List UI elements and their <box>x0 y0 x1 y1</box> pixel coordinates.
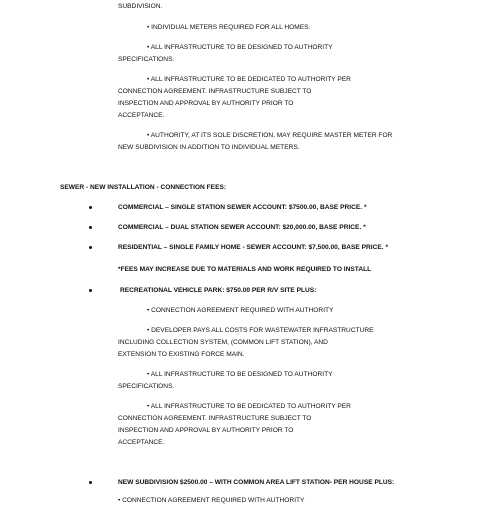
sewer-heading: SEWER - NEW INSTALLATION - CONNECTION FEES: <box>60 184 227 191</box>
bullet-icon <box>89 226 92 229</box>
sewer-dedicate-line3: INSPECTION AND APPROVAL BY AUTHORITY PRIOR TO <box>118 427 294 434</box>
bullet-icon <box>89 206 92 209</box>
water-dedicate-item-line2: CONNECTION AGREEMENT. INFRASTRUCTURE SUBJECT TO <box>118 88 312 95</box>
sewer-developer-line2: INCLUDING COLLECTION SYSTEM, (COMMON LIFT STATION), AND <box>118 339 328 346</box>
water-dedicate-item-line4: ACCEPTANCE. <box>118 112 165 119</box>
sewer-design-line2: SPECIFICATIONS. <box>118 383 175 390</box>
water-top-line: SUBDIVISION. <box>118 3 163 10</box>
sewer-dedicate-line4: ACCEPTANCE. <box>118 439 165 446</box>
sewer-fee-residential: RESIDENTIAL – SINGLE FAMILY HOME - SEWER ACCOUNT: $7,500.00, BASE PRICE. * <box>118 244 389 251</box>
sewer-fees-note: *FEES MAY INCREASE DUE TO MATERIALS AND WORK REQUIRED TO INSTALL <box>118 266 372 273</box>
water-meters-item: • INDIVIDUAL METERS REQUIRED FOR ALL HOMES. <box>147 24 311 31</box>
sewer-cut-line: • CONNECTION AGREEMENT REQUIRED WITH AUTHORITY <box>118 497 305 504</box>
bullet-icon <box>89 289 92 292</box>
bullet-icon <box>89 246 92 249</box>
sewer-connection-item: • CONNECTION AGREEMENT REQUIRED WITH AUTHORITY <box>147 307 334 314</box>
sewer-developer-line3: EXTENSION TO EXISTING FORCE MAIN. <box>118 351 245 358</box>
sewer-subdivision: NEW SUBDIVISION $2500.00 – WITH COMMON AREA LIFT STATION- PER HOUSE PLUS: <box>118 479 395 486</box>
water-master-meter-line2: NEW SUBDIVISION IN ADDITION TO INDIVIDUAL METERS. <box>118 144 300 151</box>
water-master-meter-line1: • AUTHORITY, AT ITS SOLE DISCRETION, MAY REQUIRE MASTER METER FOR <box>147 132 393 139</box>
sewer-developer-line1: • DEVELOPER PAYS ALL COSTS FOR WASTEWATER INFRASTRUCTURE <box>147 327 374 334</box>
water-design-item-line1: • ALL INFRASTRUCTURE TO BE DESIGNED TO AUTHORITY <box>147 44 333 51</box>
sewer-fee-commercial-dual: COMMERCIAL – DUAL STATION SEWER ACCOUNT: $20,000.00, BASE PRICE. * <box>118 224 366 231</box>
water-dedicate-item-line1: • ALL INFRASTRUCTURE TO BE DEDICATED TO AUTHORITY PER <box>147 76 351 83</box>
sewer-dedicate-line1: • ALL INFRASTRUCTURE TO BE DEDICATED TO AUTHORITY PER <box>147 403 351 410</box>
water-dedicate-item-line3: INSPECTION AND APPROVAL BY AUTHORITY PRIOR TO <box>118 100 294 107</box>
sewer-design-line1: • ALL INFRASTRUCTURE TO BE DESIGNED TO AUTHORITY <box>147 371 333 378</box>
sewer-rv-park: RECREATIONAL VEHICLE PARK: $750.00 PER R/V SITE PLUS: <box>120 287 317 294</box>
bullet-icon <box>89 481 92 484</box>
water-design-item-line2: SPECIFICATIONS. <box>118 56 175 63</box>
sewer-dedicate-line2: CONNECTION AGREEMENT. INFRASTRUCTURE SUBJECT TO <box>118 415 312 422</box>
sewer-fee-commercial-single: COMMERCIAL – SINGLE STATION SEWER ACCOUNT: $7500.00, BASE PRICE. * <box>118 204 367 211</box>
